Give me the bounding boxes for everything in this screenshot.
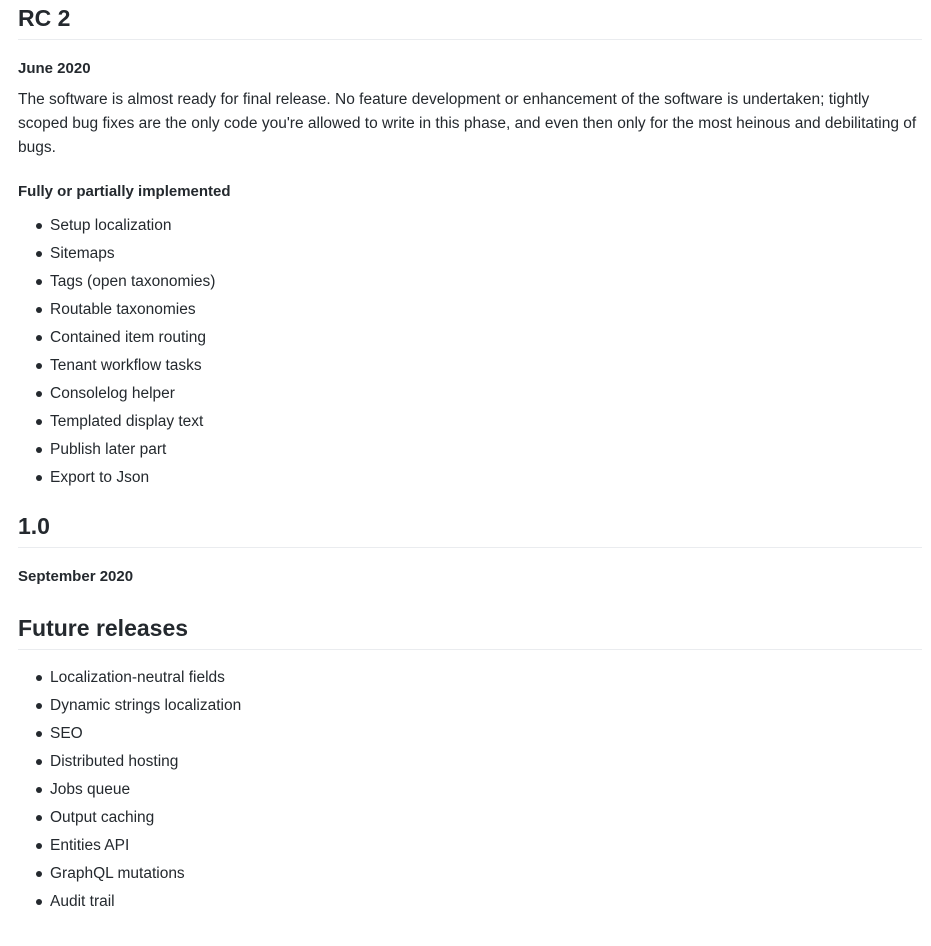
rc2-description: The software is almost ready for final release. No feature development or enhancement of the software is undertaken; tightly scoped bug fixes are the only code you're allowed to write in this phase, and even then only for the most heinous and debilitating of bugs. <box>18 91 917 156</box>
bullet-icon <box>36 815 42 821</box>
bullet-icon <box>36 843 42 849</box>
list-item: Sitemaps <box>34 240 922 268</box>
bullet-icon <box>36 899 42 905</box>
bullet-icon <box>36 731 42 737</box>
bullet-icon <box>36 703 42 709</box>
list-item: SEO <box>34 720 922 748</box>
v10-date: September 2020 <box>18 568 134 585</box>
list-item: Setup localization <box>34 212 922 240</box>
v10-heading: 1.0 <box>18 508 922 548</box>
bullet-icon <box>36 335 42 341</box>
list-item: Distributed hosting <box>34 748 922 776</box>
bullet-icon <box>36 251 42 257</box>
implemented-heading: Fully or partially implemented <box>18 183 231 200</box>
list-item: Audit trail <box>34 888 922 916</box>
bullet-icon <box>36 871 42 877</box>
list-item: Entities API <box>34 832 922 860</box>
bullet-icon <box>36 447 42 453</box>
bullet-icon <box>36 363 42 369</box>
list-item: Jobs queue <box>34 776 922 804</box>
list-item: Tenant workflow tasks <box>34 352 922 380</box>
list-item: Templated display text <box>34 408 922 436</box>
list-item: Consolelog helper <box>34 380 922 408</box>
bullet-icon <box>36 787 42 793</box>
list-item: Routable taxonomies <box>34 296 922 324</box>
rc2-date: June 2020 <box>18 60 91 77</box>
bullet-icon <box>36 279 42 285</box>
bullet-icon <box>36 307 42 313</box>
list-item: Export to Json <box>34 464 922 492</box>
rc2-feature-list <box>18 212 922 492</box>
list-item: Output caching <box>34 804 922 832</box>
bullet-icon <box>36 419 42 425</box>
bullet-icon <box>36 675 42 681</box>
rc2-heading: RC 2 <box>18 0 922 40</box>
bullet-icon <box>36 223 42 229</box>
bullet-icon <box>36 391 42 397</box>
future-feature-list <box>18 664 922 916</box>
list-item: Publish later part <box>34 436 922 464</box>
list-item: GraphQL mutations <box>34 860 922 888</box>
bullet-icon <box>36 475 42 481</box>
list-item: Contained item routing <box>34 324 922 352</box>
list-item: Dynamic strings localization <box>34 692 922 720</box>
list-item: Tags (open taxonomies) <box>34 268 922 296</box>
bullet-icon <box>36 759 42 765</box>
future-releases-heading: Future releases <box>18 609 922 650</box>
list-item: Localization-neutral fields <box>34 664 922 692</box>
